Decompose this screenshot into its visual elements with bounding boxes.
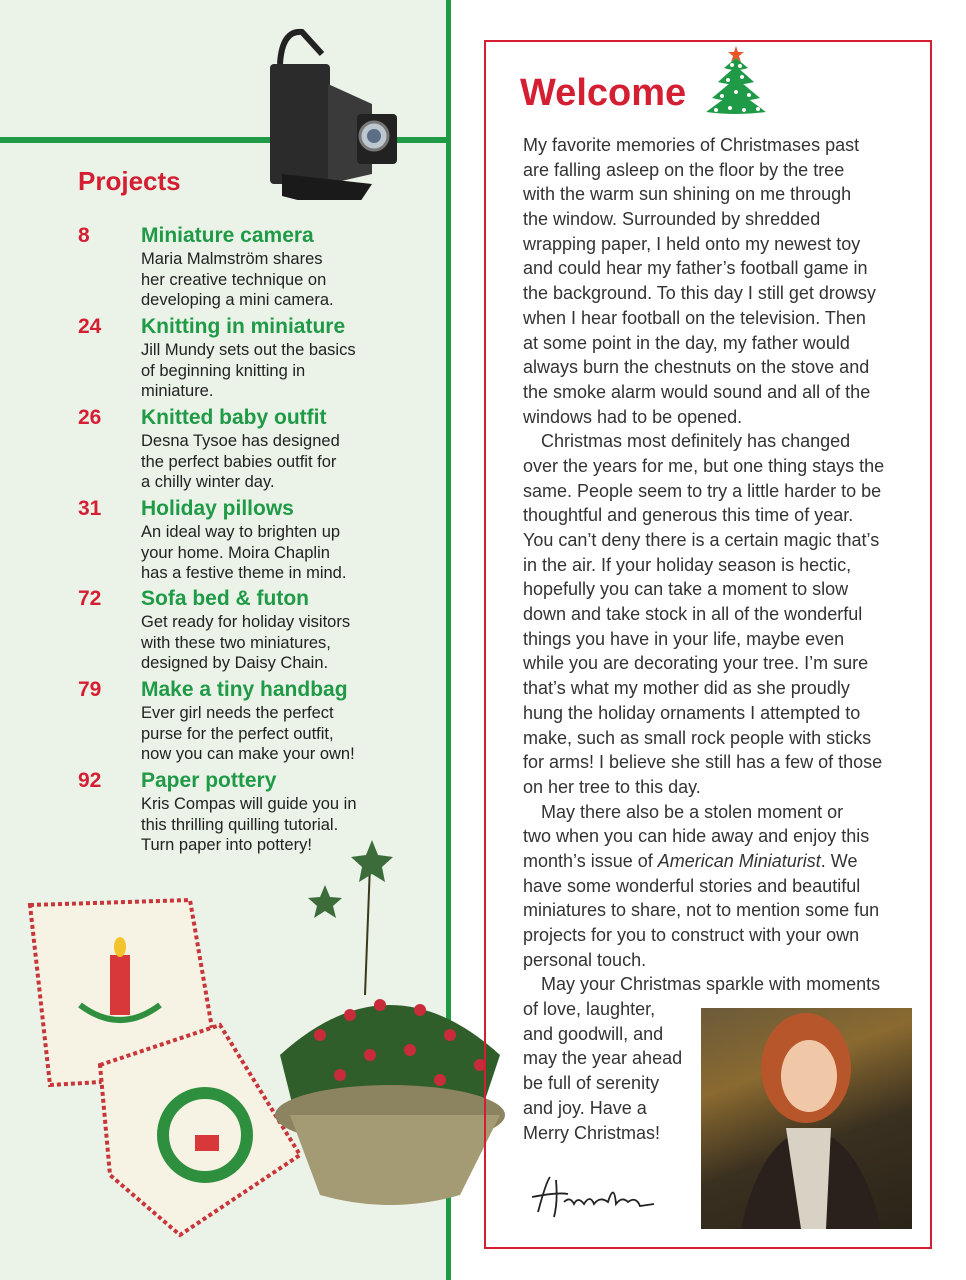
- project-description: [141, 522, 346, 584]
- project-title[interactable]: Make a tiny handbag: [141, 678, 348, 701]
- letter-line: the window. Surrounded by shredded: [523, 209, 821, 230]
- letter-line: have some wonderful stories and beautiful: [523, 875, 861, 896]
- description-line: developing a mini camera.: [141, 291, 334, 310]
- project-page-number: 8: [78, 224, 90, 247]
- project-title[interactable]: Holiday pillows: [141, 497, 294, 520]
- project-title[interactable]: Paper pottery: [141, 769, 277, 792]
- project-page-number: 72: [78, 587, 102, 610]
- description-line: the perfect babies outfit for: [141, 452, 337, 471]
- description-line: her creative technique on: [141, 270, 327, 289]
- letter-line: May your Christmas sparkle with moments: [541, 974, 881, 995]
- description-line: now you can make your own!: [141, 745, 355, 764]
- letter-line: and joy. Have a: [523, 1097, 647, 1118]
- editor-photo: [701, 1008, 912, 1229]
- letter-line: when I hear football on the television. Then: [523, 307, 866, 328]
- description-line: of beginning knitting in: [141, 361, 306, 380]
- description-line: Kris Compas will guide you in: [141, 795, 357, 813]
- letter-line: make, such as small rock people with sticks: [523, 727, 872, 748]
- description-line: Ever girl needs the perfect: [141, 704, 334, 722]
- description-line: Turn paper into pottery!: [141, 836, 312, 855]
- project-description: [141, 340, 356, 402]
- description-line: this thrilling quilling tutorial.: [141, 815, 339, 834]
- project-description: [141, 431, 340, 493]
- welcome-letter: [523, 133, 884, 1145]
- description-line: with these two miniatures,: [141, 633, 331, 652]
- letter-line: and goodwill, and: [523, 1023, 664, 1044]
- letter-line: of love, laughter,: [523, 999, 656, 1020]
- camera-photo: [262, 24, 402, 200]
- project-description: [141, 612, 350, 674]
- project-title[interactable]: Knitted baby outfit: [141, 406, 327, 429]
- letter-line: May there also be a stolen moment or: [541, 801, 844, 822]
- letter-line: always burn the chestnuts on the stove and: [523, 357, 870, 378]
- letter-line: and could hear my father’s football game in: [523, 258, 868, 279]
- letter-line: wrapping paper, I held onto my newest toy: [523, 233, 861, 254]
- letter-line: are falling asleep on the floor by the tree: [523, 159, 845, 180]
- letter-line: with the warm sun shining on me through: [523, 184, 852, 205]
- letter-line: at some point in the day, my father would: [523, 332, 850, 353]
- letter-line: You can’t deny there is a certain magic that’s: [523, 530, 880, 550]
- letter-line: thoughtful and generous this time of year.: [523, 505, 854, 526]
- projects-heading: Projects: [78, 166, 181, 196]
- description-line: Desna Tysoe has designed: [141, 432, 340, 450]
- description-line: has a festive theme in mind.: [141, 564, 347, 583]
- description-line: Jill Mundy sets out the basics: [141, 341, 356, 359]
- project-title[interactable]: Knitting in miniature: [141, 315, 346, 338]
- letter-line: Christmas most definitely has changed: [541, 431, 851, 452]
- pillows-and-basket-photo: [20, 835, 510, 1255]
- letter-line: miniatures to share, not to mention some fun: [523, 900, 880, 921]
- project-title[interactable]: Sofa bed & futon: [141, 587, 309, 610]
- letter-line: on her tree to this day.: [523, 776, 701, 797]
- letter-line: over the years for me, but one thing stays the: [523, 455, 885, 476]
- letter-line: windows had to be opened.: [523, 406, 743, 427]
- project-description: [141, 703, 355, 765]
- letter-line: same. People seem to try a little harder to be: [523, 480, 882, 501]
- letter-line: for arms! I believe she still has a few of those: [523, 752, 883, 773]
- description-line: miniature.: [141, 382, 214, 401]
- letter-line: be full of serenity: [523, 1073, 660, 1094]
- description-line: a chilly winter day.: [141, 473, 275, 492]
- project-page-number: 24: [78, 315, 102, 338]
- letter-line: two when you can hide away and enjoy this: [523, 826, 870, 847]
- letter-line: may the year ahead: [523, 1048, 683, 1069]
- letter-line: Merry Christmas!: [523, 1122, 661, 1143]
- letter-line: the background. To this day I still get drowsy: [523, 283, 876, 304]
- christmas-tree-icon: [704, 44, 768, 114]
- letter-line: while you are decorating your tree. I’m sure: [523, 653, 869, 674]
- letter-line: projects for you to construct with your own: [523, 925, 860, 945]
- letter-line: hung the holiday ornaments I attempted to: [523, 702, 861, 723]
- description-line: your home. Moira Chaplin: [141, 543, 330, 562]
- project-page-number: 26: [78, 406, 102, 429]
- description-line: purse for the perfect outfit,: [141, 724, 334, 743]
- letter-line: My favorite memories of Christmases past: [523, 135, 860, 155]
- letter-line: that’s what my mother did as she proudly: [523, 678, 850, 699]
- description-line: designed by Daisy Chain.: [141, 654, 329, 673]
- project-page-number: 31: [78, 497, 102, 520]
- welcome-heading: Welcome: [520, 72, 687, 114]
- letter-line: down and take stock in all of the wonderful: [523, 604, 863, 625]
- letter-line: the smoke alarm would sound and all of the: [523, 381, 871, 402]
- letter-line: things you have in your life, maybe even: [523, 628, 845, 649]
- description-line: Maria Malmström shares: [141, 250, 323, 268]
- project-description: [141, 249, 334, 311]
- letter-line: in the air. If your holiday season is hectic,: [523, 554, 852, 575]
- editor-signature: [528, 1172, 658, 1222]
- letter-line: month’s issue of American Miniaturist. We: [523, 850, 858, 871]
- letter-line: personal touch.: [523, 949, 647, 970]
- project-title[interactable]: Miniature camera: [141, 224, 314, 247]
- letter-line: hopefully you can take a moment to slow: [523, 579, 849, 600]
- description-line: Get ready for holiday visitors: [141, 613, 351, 631]
- description-line: An ideal way to brighten up: [141, 523, 341, 541]
- project-page-number: 92: [78, 769, 102, 792]
- project-page-number: 79: [78, 678, 102, 701]
